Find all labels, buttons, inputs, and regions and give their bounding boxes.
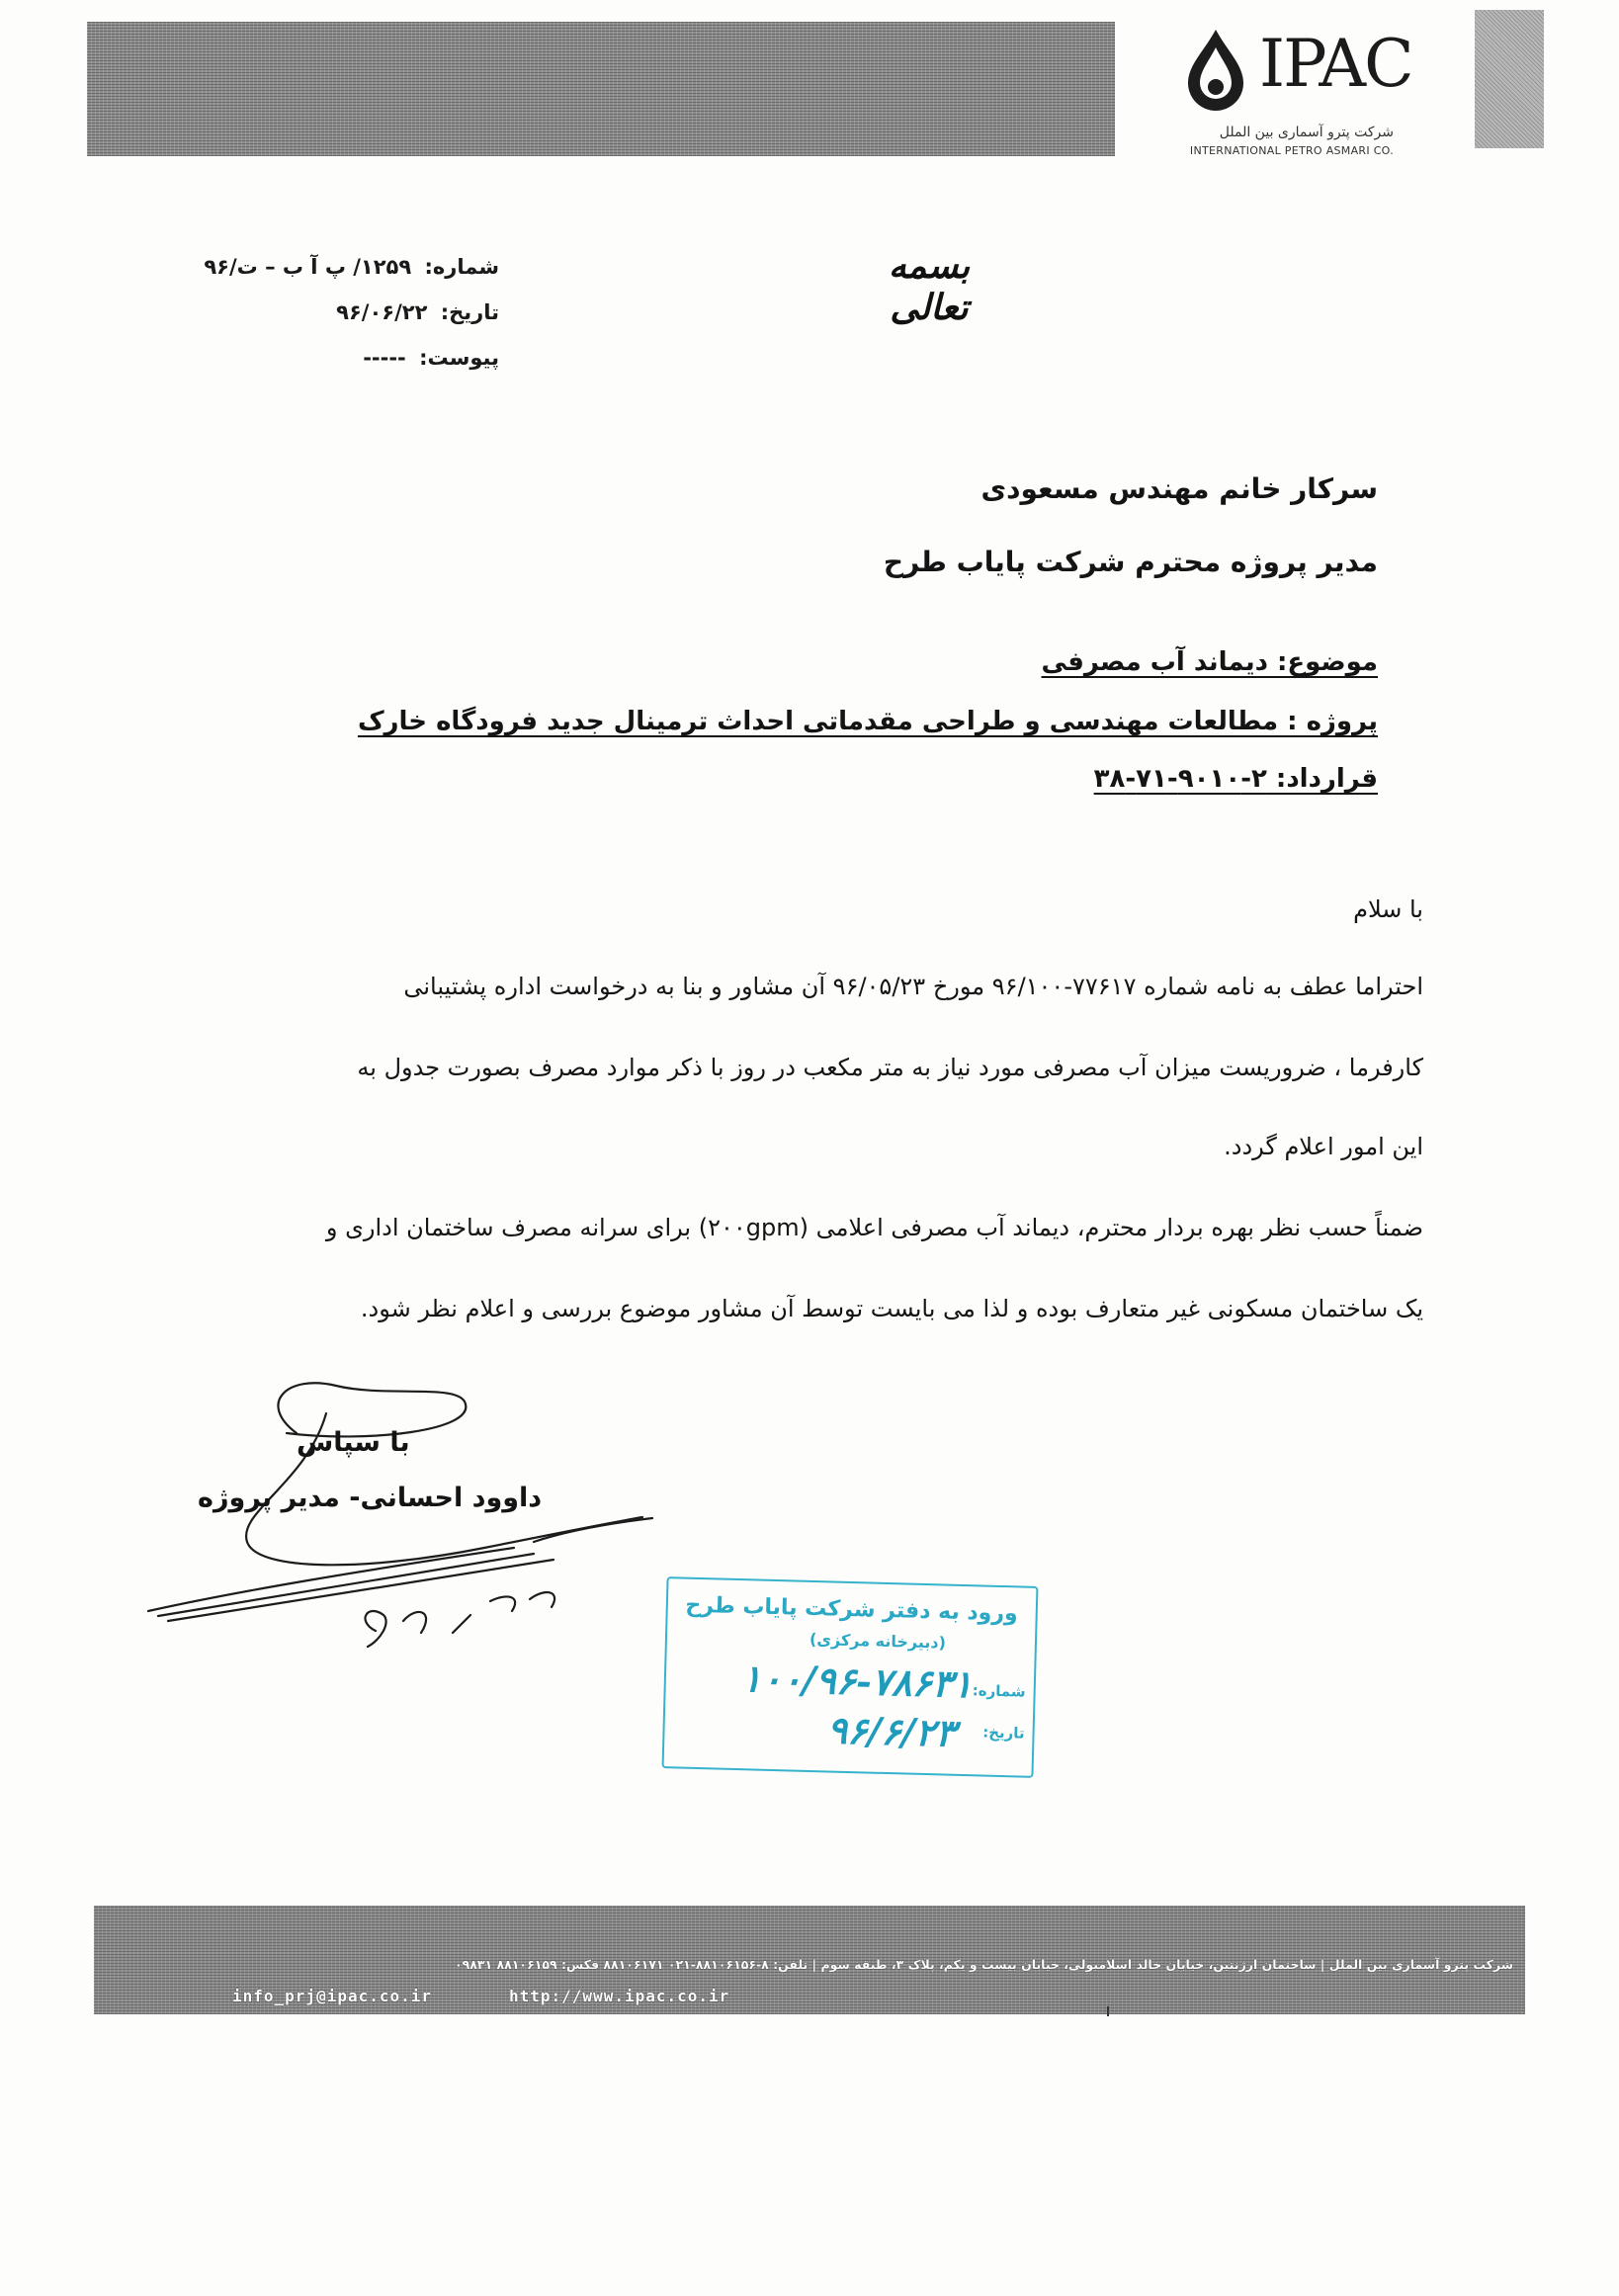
footer-website: http://www.ipac.co.ir: [509, 1987, 730, 2005]
footer-band: [94, 1906, 1525, 2014]
stamp-subtitle: (دبیرخانه مرکزی): [809, 1629, 947, 1653]
letter-number-label: شماره:: [424, 255, 499, 279]
footer-email: info_prj@ipac.co.ir: [232, 1987, 433, 2005]
stamp-number-value: ۱۰۰/۹۶-۷۸۶۳۱: [740, 1656, 974, 1707]
handwritten-signature: [138, 1374, 692, 1700]
letter-date-value: ۹۶/۰۶/۲۲: [336, 300, 428, 324]
body-paragraph-2-line-2: یک ساختمان مسکونی غیر متعارف بوده و لذا می بایست توسط آن مشاور موضوع بررسی و اعلام نظر شود.: [360, 1295, 1423, 1322]
stamp-number-label: شماره:: [972, 1681, 1026, 1701]
stamp-date-label: تاریخ:: [982, 1723, 1025, 1743]
logo-company-name-fa: شرکت پترو آسماری بین الملل: [1219, 125, 1394, 140]
header-band: [87, 22, 1115, 156]
signatory-name: داوود احسانی- مدیر پروژه: [198, 1483, 543, 1513]
letter-date-label: تاریخ:: [440, 300, 499, 324]
letter-attachment-row: [158, 346, 499, 391]
subject-line: موضوع: دیماند آب مصرفی: [1041, 647, 1378, 677]
recipient-name: سرکار خانم مهندس مسعودی: [980, 472, 1378, 505]
logo-company-name-en: INTERNATIONAL PETRO ASMARI CO.: [1189, 144, 1394, 157]
letter-attachment-label: پیوست:: [419, 346, 499, 370]
letter-meta: [158, 255, 499, 391]
greeting: با سلام: [1353, 895, 1423, 923]
bismillah-heading: بسمه تعالی: [888, 245, 971, 328]
letter-attachment-value: -----: [363, 346, 406, 370]
stamp-date-value: ۹۶/۶/۲۳: [826, 1707, 957, 1755]
letter-number-value: ۱۲۵۹/ پ آ ب – ت/۹۶: [204, 255, 412, 279]
letter-date-row: [158, 300, 499, 346]
project-line: پروژه : مطالعات مهندسی و طراحی مقدماتی احداث ترمینال جدید فرودگاه خارک: [357, 707, 1378, 736]
logo-text: IPAC: [1259, 26, 1412, 102]
footer-address: شرکت پترو آسماری بین الملل | ساختمان ارژنتین، خیابان خالد اسلامبولی، خیابان بیست و یکم، پلاک ۳، طبقه سوم | تلفن: ۸-۸۸۱۰۶۱۵۶-۰۲۱ ۸۸۱۰۶۱۷۱ فکس: ۸۸۱۰۶۱۵۹ ۰۹۸۳۱: [455, 1957, 1513, 1972]
received-stamp: [662, 1576, 1039, 1778]
drop-logo-icon: [1176, 26, 1255, 115]
company-logo: [1176, 26, 1412, 164]
body-paragraph-1-line-1: احتراما عطف به نامه شماره ۷۷۶۱۷-۹۶/۱۰۰ مورخ ۹۶/۰۵/۲۳ آن مشاور و بنا به درخواست اداره پشتیبانی: [403, 973, 1423, 1000]
body-paragraph-1-line-2: کارفرما ، ضروریست میزان آب مصرفی مورد نیاز به متر مکعب در روز با ذکر موارد مصرف بصورت جدول به: [357, 1054, 1423, 1081]
signature-closing: با سپاس: [297, 1427, 410, 1458]
letter-number-row: [158, 255, 499, 300]
scan-mark: [1107, 2006, 1109, 2016]
body-paragraph-2-line-1: ضمناً حسب نظر بهره بردار محترم، دیماند آب مصرفی اعلامی (۲۰۰gpm) برای سرانه مصرف ساختمان اداری و: [325, 1214, 1423, 1241]
corner-scan-patch: [1475, 10, 1544, 148]
recipient-title: مدیر پروژه محترم شرکت پایاب طرح: [883, 546, 1378, 578]
body-paragraph-1-line-3: این امور اعلام گردد.: [1224, 1133, 1423, 1160]
stamp-title: ورود به دفتر شرکت پایاب طرح: [685, 1592, 1019, 1627]
contract-line: قرارداد: ۲-۹۰۱۰-۷۱-۳۸: [1093, 764, 1378, 794]
